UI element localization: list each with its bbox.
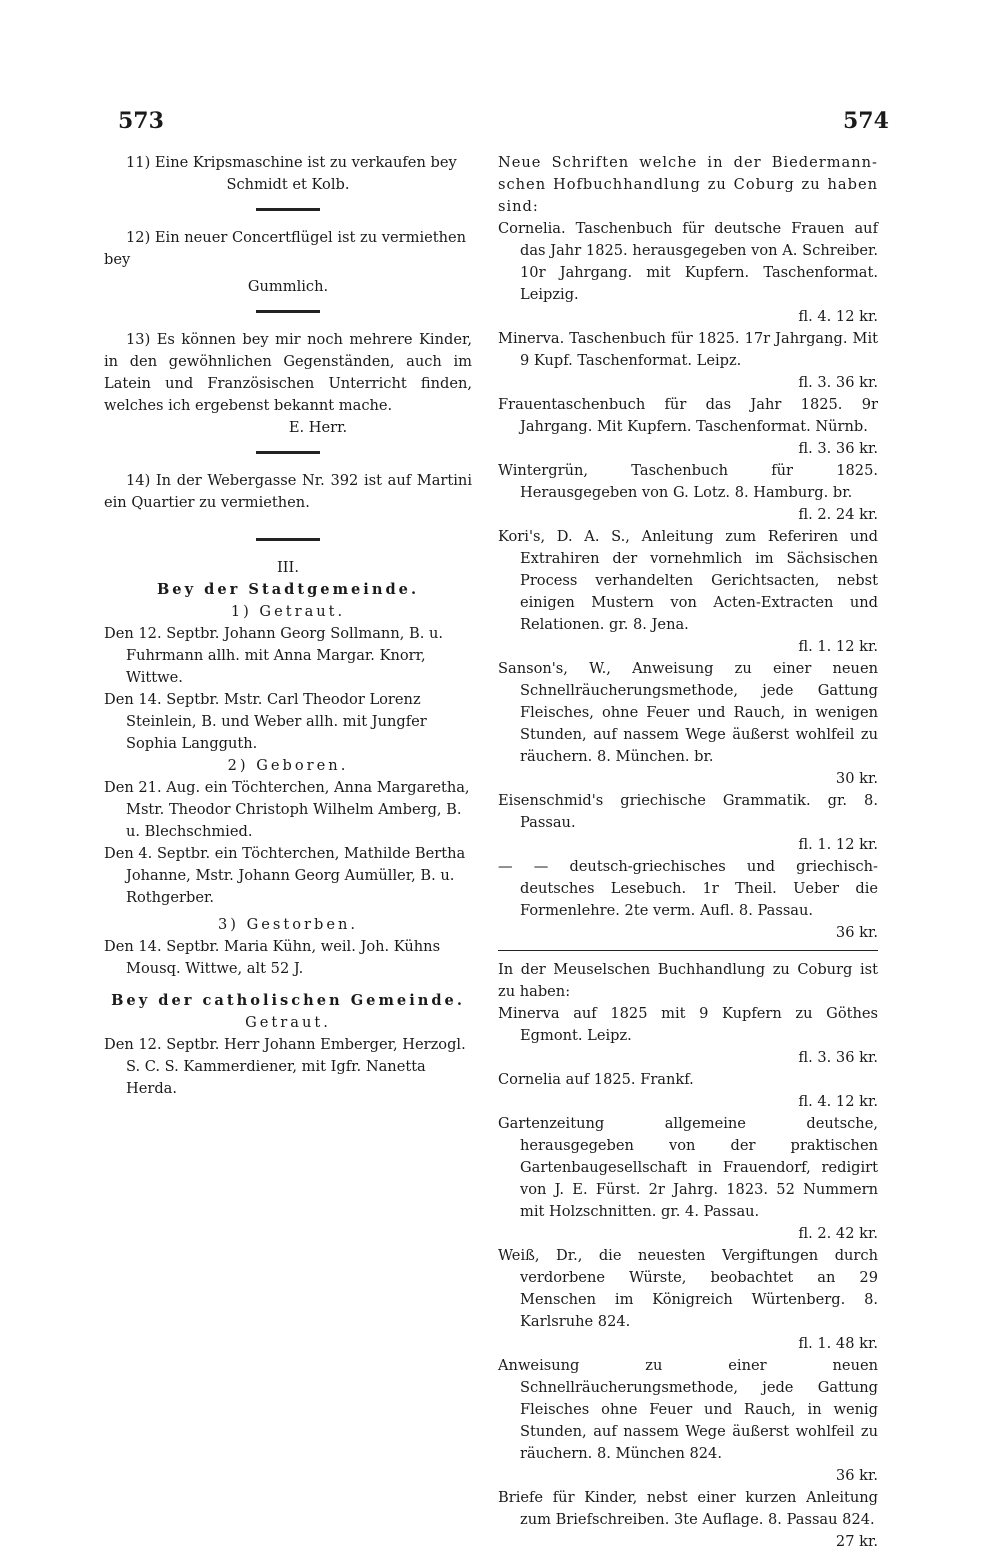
section-number: III. <box>277 559 299 576</box>
subsection-died-heading: 3) Gestorben. <box>217 916 359 933</box>
book-price: fl. 1. 12 kr. <box>798 638 878 655</box>
born-list <box>104 777 472 909</box>
book-price: fl. 2. 24 kr. <box>798 506 878 523</box>
book-entry: Kori's, D. A. S., Anleitung zum Referiren und Extrahiren der vornehmlich im Sächsischen Process verhandelten Gerichtsacten, nebst einigen Mustern von Acten-Extracten und Relationen. gr. 8. Jena. fl. 1. 12 kr. <box>498 526 878 658</box>
separator-rule <box>256 208 320 211</box>
book-entry: Sanson's, W., Anweisung zu einer neuen Schnellräucherungsmethode, jede Gattung Fleisches, ohne Feuer und Rauch, in wenigen Stunden, auf nassem Wege äußerst wohlfeil zu räuchern. 8. München. br. 30 kr. <box>498 658 878 790</box>
register-entry: Den 21. Aug. ein Töchterchen, Anna Margaretha, Mstr. Theodor Christoph Wilhelm Amberg, B. u. Blechschmied. <box>104 779 470 840</box>
book-entry: Frauentaschenbuch für das Jahr 1825. 9r Jahrgang. Mit Kupfern. Taschenformat. Nürnb. fl. 3. 36 kr. <box>498 394 878 460</box>
register-entry: Den 12. Septbr. Herr Johann Emberger, Herzogl. S. C. S. Kammerdiener, mit Igfr. Nanetta Herda. <box>104 1036 466 1097</box>
left-column <box>104 152 472 1100</box>
catholic-section-title: Bey der catholischen Gemeinde. <box>111 992 465 1009</box>
book-list <box>498 218 878 944</box>
catholic-married-list <box>104 1034 472 1100</box>
notice-13: 13) Es können bey mir noch mehrere Kinder, in den gewöhnlichen Gegenständen, auch im Latein und Französischen Unterricht finden, welches ich ergebenst bekannt mache. <box>104 331 472 414</box>
subsection-married-heading: 1) Getraut. <box>230 603 346 620</box>
page-number-left: 573 <box>118 108 164 134</box>
notice-12: 12) Ein neuer Concertflügel ist zu vermiethen bey <box>104 229 467 268</box>
catholic-married-heading: Getraut. <box>245 1014 331 1031</box>
book-entry: Weiß, Dr., die neuesten Vergiftungen durch verdorbene Würste, beobachtet an 29 Menschen im Königreich Würtenberg. 8. Karlsruhe 824. fl. 1. 48 kr. <box>498 1245 878 1355</box>
notice-13-signature: E. Herr. <box>288 419 348 436</box>
book-price: fl. 1. 12 kr. <box>798 836 878 853</box>
booklist-heading: Neue Schriften welche in der Biedermann-schen Hofbuchhandlung zu Coburg zu haben sind: <box>498 154 878 215</box>
subsection-born-heading: 2) Geboren. <box>227 757 349 774</box>
book-entry: Cornelia. Taschenbuch für deutsche Frauen auf das Jahr 1825. herausgegeben von A. Schreiber. 10r Jahrgang. mit Kupfern. Taschenformat. Leipzig. fl. 4. 12 kr. <box>498 218 878 328</box>
section-title: Bey der Stadtgemeinde. <box>156 581 420 598</box>
book-entry: Gartenzeitung allgemeine deutsche, herausgegeben von der praktischen Gartenbaugesellschaft in Frauendorf, redigirt von J. E. Fürst. 2r Jahrg. 1823. 52 Nummern mit Holzschnitten. gr. 4. Passau. fl. 2. 42 kr. <box>498 1113 878 1245</box>
book-price: 36 kr. <box>835 1467 878 1484</box>
book-entry: Wintergrün, Taschenbuch für 1825. Herausgegeben von G. Lotz. 8. Hamburg. br. fl. 2. 24 kr. <box>498 460 878 526</box>
book-entry: Anweisung zu einer neuen Schnellräucherungsmethode, jede Gattung Fleisches ohne Feuer und Rauch, in wenig Stunden, auf nassem Wege äußerst wohlfeil zu räuchern. 8. München 824. 36 kr. <box>498 1355 878 1487</box>
book-entry: Cornelia auf 1825. Frankf. fl. 4. 12 kr. <box>498 1069 878 1113</box>
book-entry: Minerva. Taschenbuch für 1825. 17r Jahrgang. Mit 9 Kupf. Taschenformat. Leipz. fl. 3. 36 kr. <box>498 328 878 394</box>
book-price: 36 kr. <box>835 924 878 941</box>
book-price: 30 kr. <box>835 770 878 787</box>
notice-11-signature: Schmidt et Kolb. <box>226 176 350 193</box>
notice-11: 11) Eine Kripsmaschine ist zu verkaufen bey <box>126 154 457 171</box>
section-divider <box>498 950 878 951</box>
book-price: fl. 3. 36 kr. <box>798 440 878 457</box>
separator-rule <box>256 538 320 541</box>
right-column <box>498 152 878 1553</box>
book-list-2 <box>498 1003 878 1553</box>
died-list <box>104 936 472 980</box>
book-entry: — — deutsch-griechisches und griechisch-deutsches Lesebuch. 1r Theil. Ueber die Formenlehre. 2te verm. Aufl. 8. Passau. 36 kr. <box>498 856 878 944</box>
separator-rule <box>256 451 320 454</box>
book-price: fl. 2. 42 kr. <box>798 1225 878 1242</box>
register-entry: Den 14. Septbr. Mstr. Carl Theodor Lorenz Steinlein, B. und Weber allh. mit Jungfer Sophia Langguth. <box>104 691 427 752</box>
book-price: fl. 4. 12 kr. <box>798 308 878 325</box>
book-price: fl. 3. 36 kr. <box>798 374 878 391</box>
notice-14: 14) In der Webergasse Nr. 392 ist auf Martini ein Quartier zu vermiethen. <box>104 472 472 511</box>
separator-rule <box>256 310 320 313</box>
register-entry: Den 12. Septbr. Johann Georg Sollmann, B. u. Fuhrmann allh. mit Anna Margar. Knorr, Wittwe. <box>104 625 444 686</box>
book-entry: Minerva auf 1825 mit 9 Kupfern zu Göthes Egmont. Leipz. fl. 3. 36 kr. <box>498 1003 878 1069</box>
page-number-right: 574 <box>843 108 889 134</box>
booklist-heading-2: In der Meuselschen Buchhandlung zu Coburg ist zu haben: <box>498 961 878 1000</box>
register-entry: Den 14. Septbr. Maria Kühn, weil. Joh. Kühns Mousq. Wittwe, alt 52 J. <box>104 938 441 977</box>
notice-12-signature: Gummlich. <box>247 278 329 295</box>
book-entry: Briefe für Kinder, nebst einer kurzen Anleitung zum Briefschreiben. 3te Auflage. 8. Passau 824. 27 kr. <box>498 1487 878 1553</box>
book-price: fl. 1. 48 kr. <box>798 1335 878 1352</box>
book-price: fl. 3. 36 kr. <box>798 1049 878 1066</box>
book-price: fl. 4. 12 kr. <box>798 1093 878 1110</box>
register-entry: Den 4. Septbr. ein Töchterchen, Mathilde Bertha Johanne, Mstr. Johann Georg Aumüller, B. u. Rothgerber. <box>104 845 466 906</box>
book-entry: Eisenschmid's griechische Grammatik. gr. 8. Passau. fl. 1. 12 kr. <box>498 790 878 856</box>
married-list <box>104 623 472 755</box>
book-price: 27 kr. <box>835 1533 878 1550</box>
